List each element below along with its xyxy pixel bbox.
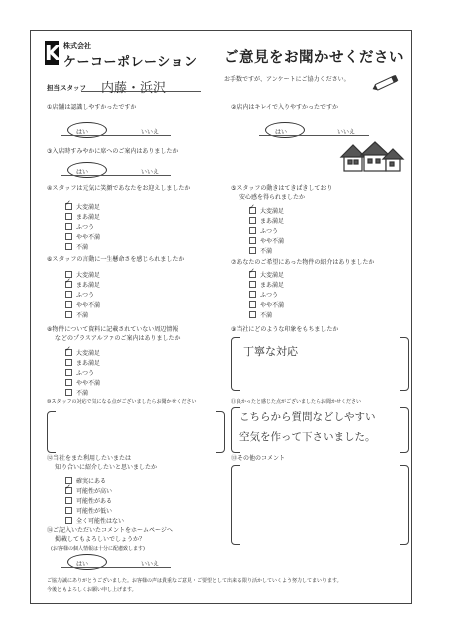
- staff-handwriting: 内藤・浜沢: [101, 81, 167, 96]
- q14-underline: [61, 567, 171, 568]
- q5-checkbox[interactable]: [249, 227, 256, 234]
- q6-option[interactable]: ふつう: [65, 291, 94, 299]
- q13-text: ⑬その他のコメント: [231, 455, 286, 462]
- q7-text: ⑦あなたのご希望にあった物件の紹介はありましたか: [231, 259, 375, 266]
- q12-checkbox[interactable]: [65, 487, 72, 494]
- q6-checkbox[interactable]: [65, 311, 72, 318]
- q10-answer-box[interactable]: [47, 411, 225, 453]
- q6-option[interactable]: ✓まあ満足: [65, 281, 100, 289]
- q5-text-line1: ⑤スタッフの動きはてきぱきしており: [231, 185, 333, 192]
- q5-checkbox[interactable]: [249, 217, 256, 224]
- q4-option[interactable]: やや不満: [65, 233, 100, 241]
- intro-text: お手数ですが、アンケートにご協力ください。: [224, 76, 350, 83]
- q8-checkbox[interactable]: [65, 389, 72, 396]
- q14-no[interactable]: いいえ: [141, 561, 160, 568]
- q1-no[interactable]: いいえ: [141, 129, 160, 136]
- q11-text: ⑪良かったと感じた点がございましたらお聞かせください: [231, 399, 362, 405]
- footer-line2: 今後ともよろしくお願い申し上げます。: [47, 587, 137, 593]
- q7-option[interactable]: ふつう: [249, 291, 278, 299]
- staff-label: 担当スタッフ: [47, 84, 86, 92]
- q2-no[interactable]: いいえ: [337, 129, 356, 136]
- q8-checkbox[interactable]: [65, 369, 72, 376]
- q3-yes[interactable]: はい: [76, 169, 89, 176]
- q2-underline: [259, 135, 369, 136]
- q5-checkbox[interactable]: [249, 237, 256, 244]
- q6-checkbox[interactable]: [65, 291, 72, 298]
- q5-option[interactable]: 不満: [249, 247, 272, 255]
- q4-option[interactable]: ✓大変満足: [65, 203, 100, 211]
- q4-option[interactable]: まあ満足: [65, 213, 100, 221]
- q5-text-line2: 安心感を得られましたか: [239, 194, 306, 201]
- company-logo: K: [45, 41, 61, 65]
- q8-checkbox[interactable]: [65, 379, 72, 386]
- houses-icon: [339, 139, 405, 175]
- q8-option[interactable]: ✓大変満足: [65, 349, 100, 357]
- q4-checkbox[interactable]: [65, 203, 72, 210]
- q6-option[interactable]: 不満: [65, 311, 88, 319]
- q7-checkbox[interactable]: [249, 291, 256, 298]
- q12-option[interactable]: 確実にある: [65, 477, 106, 485]
- q8-option[interactable]: まあ満足: [65, 359, 100, 367]
- q7-checkbox[interactable]: [249, 281, 256, 288]
- q4-checkbox[interactable]: [65, 233, 72, 240]
- q7-checkbox[interactable]: [249, 271, 256, 278]
- q4-text: ④スタッフは元気に笑顔であなたをお迎えしましたか: [47, 185, 191, 192]
- q9-handwriting: 丁寧な対応: [243, 345, 298, 358]
- q5-option[interactable]: やや不満: [249, 237, 284, 245]
- q7-option[interactable]: ✓大変満足: [249, 271, 284, 279]
- q1-underline: [61, 135, 171, 136]
- q12-checkbox[interactable]: [65, 497, 72, 504]
- pen-icon: [371, 71, 405, 93]
- q6-option[interactable]: 大変満足: [65, 271, 100, 279]
- q9-text: ⑨当社にどのような印象をもちましたか: [231, 326, 339, 333]
- q7-checkbox[interactable]: [249, 311, 256, 318]
- q7-option[interactable]: 不満: [249, 311, 272, 319]
- q6-checkbox[interactable]: [65, 301, 72, 308]
- q5-checkbox[interactable]: [249, 207, 256, 214]
- q12-option[interactable]: 可能性がある: [65, 497, 112, 505]
- q3-no[interactable]: いいえ: [141, 169, 160, 176]
- q6-option[interactable]: やや不満: [65, 301, 100, 309]
- q11-handwriting-line1: こちらから質問などしやすい: [239, 411, 376, 423]
- q12-option[interactable]: ✓可能性が高い: [65, 487, 112, 495]
- q12-checkbox[interactable]: [65, 517, 72, 524]
- q8-option[interactable]: 不満: [65, 389, 88, 397]
- q12-text-line1: ⑫当社をまた利用したいまたは: [47, 455, 132, 462]
- survey-sheet: [30, 30, 412, 604]
- q12-option[interactable]: 全く可能性はない: [65, 517, 124, 525]
- q8-checkbox[interactable]: [65, 349, 72, 356]
- q7-option[interactable]: やや不満: [249, 301, 284, 309]
- q2-text: ②店内はキレイで入りやすかったですか: [231, 104, 339, 111]
- page-title: ご意見をお聞かせください: [224, 50, 404, 66]
- q3-text: ③入店時すみやかに席へのご案内はありましたか: [47, 148, 179, 155]
- q5-option[interactable]: ふつう: [249, 227, 278, 235]
- q1-text: ①店舗は認識しやすかったですか: [47, 104, 137, 111]
- q14-yes[interactable]: はい: [76, 561, 89, 568]
- company-prefix: 株式会社: [63, 42, 91, 50]
- q12-option[interactable]: 可能性が低い: [65, 507, 112, 515]
- q4-checkbox[interactable]: [65, 243, 72, 250]
- q2-yes[interactable]: はい: [275, 129, 288, 136]
- q7-checkbox[interactable]: [249, 301, 256, 308]
- q7-option[interactable]: まあ満足: [249, 281, 284, 289]
- q4-option[interactable]: ふつう: [65, 223, 94, 231]
- q1-yes[interactable]: はい: [76, 129, 89, 136]
- q3-underline: [61, 175, 171, 176]
- q6-text: ⑥スタッフの言動に一生懸命さを感じられましたか: [47, 256, 185, 263]
- q14-text-line1: ⑭ご記入いただいたコメントをホームページへ: [47, 527, 173, 534]
- q14-note: (お客様の個人情報は十分に配慮致します): [51, 546, 145, 552]
- q8-option[interactable]: やや不満: [65, 379, 100, 387]
- q5-checkbox[interactable]: [249, 247, 256, 254]
- q10-text: ⑩スタッフの対応で気になる点がございましたらお聞かせください: [47, 399, 197, 405]
- q8-option[interactable]: ふつう: [65, 369, 94, 377]
- q4-option[interactable]: 不満: [65, 243, 88, 251]
- q12-text-line2: 知り合いに紹介したいと思いましたか: [55, 464, 158, 471]
- q13-answer-box[interactable]: [231, 465, 409, 545]
- footer-line1: ご協力誠にありがとうございました。お客様の声は貴重なご意見・ご要望として出来る限り活かしていくよう努力してまいります。: [47, 578, 342, 584]
- q4-checkbox[interactable]: [65, 213, 72, 220]
- q5-option[interactable]: ✓大変満足: [249, 207, 284, 215]
- q14-text-line2: 掲載してもよろしいでしょうか？: [55, 536, 146, 543]
- q12-checkbox[interactable]: [65, 507, 72, 514]
- q8-checkbox[interactable]: [65, 359, 72, 366]
- q11-handwriting-line2: 空気を作って下さいました。: [239, 431, 376, 443]
- q8-text-line2: などのプラスアルファのご案内はありましたか: [55, 335, 181, 342]
- company-name: ケーコーポレーション: [63, 55, 198, 70]
- q5-option[interactable]: まあ満足: [249, 217, 284, 225]
- q4-checkbox[interactable]: [65, 223, 72, 230]
- q6-checkbox[interactable]: [65, 281, 72, 288]
- q8-text-line1: ⑧物件について資料に記載されていない周辺情報: [47, 326, 179, 333]
